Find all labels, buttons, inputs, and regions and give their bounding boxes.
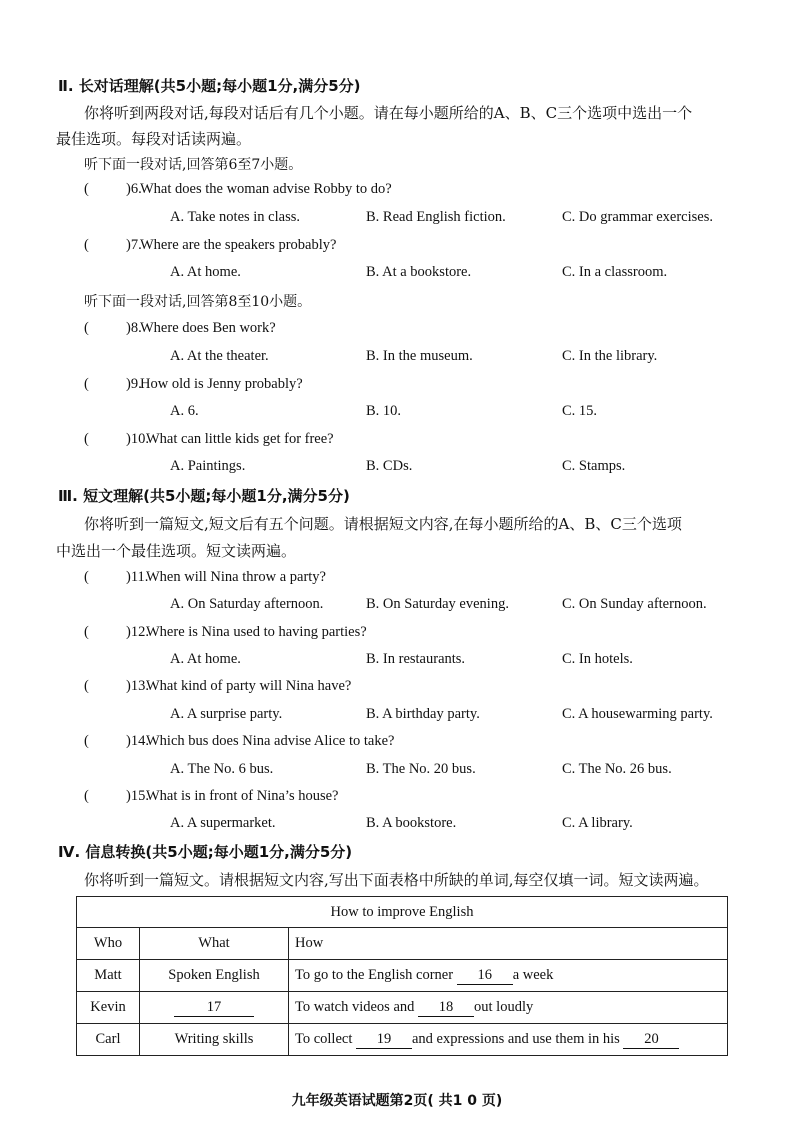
answer-paren: ( [84,733,89,749]
cell-how [289,1024,728,1056]
question-text: What kind of party will Nina have? [146,678,352,694]
option-c: C. 15. [562,403,598,419]
cell-who: Carl [77,1024,140,1056]
option-a: A. A surprise party. [170,706,283,722]
how-text: To collect [295,1030,353,1047]
answer-paren: ( [84,624,89,640]
answer-paren: ( [84,431,89,447]
table-row [77,1024,728,1056]
blank-18[interactable]: 18 [418,999,474,1017]
blank-16[interactable]: 16 [457,967,513,985]
question-number: )7. [126,237,142,253]
answer-paren: ( [84,788,89,804]
question-number: )8. [126,320,142,336]
answer-paren: ( [84,678,89,694]
header-who: Who [77,928,140,960]
section4-instruction: 你将听到一篇短文。请根据短文内容,写出下面表格中所缺的单词,每空仅填一词。短文读两遍。 [84,871,709,889]
option-b: B. 10. [366,403,402,419]
table-title: How to improve English [77,897,728,928]
header-how: How [289,928,728,960]
question-number: )15. [126,788,149,804]
option-c: C. On Sunday afternoon. [562,596,707,612]
option-c: C. The No. 26 bus. [562,761,672,777]
cell-what: Spoken English [140,960,289,992]
option-c: C. In a classroom. [562,264,668,280]
option-a: A. At home. [170,651,241,667]
how-text: To watch videos and [295,998,415,1015]
option-c: C. Stamps. [562,458,626,474]
option-b: B. Read English fiction. [366,209,506,225]
cell-who: Matt [77,960,140,992]
answer-paren: ( [84,569,89,585]
answer-paren: ( [84,237,89,253]
section2-instruction-2: 最佳选项。每段对话读两遍。 [56,130,252,148]
option-b: B. In the museum. [366,348,473,364]
option-a: A. At the theater. [170,348,269,364]
question-text: Where are the speakers probably? [140,237,337,253]
cell-how [289,960,728,992]
answer-paren: ( [84,320,89,336]
cell-how [289,992,728,1024]
header-what: What [140,928,289,960]
option-b: B. At a bookstore. [366,264,472,280]
blank-20[interactable]: 20 [623,1031,679,1049]
option-b: B. A birthday party. [366,706,480,722]
option-c: C. A housewarming party. [562,706,713,722]
question-text: What can little kids get for free? [146,431,334,447]
option-b: B. In restaurants. [366,651,466,667]
option-a: A. A supermarket. [170,815,276,831]
how-text: out loudly [474,998,534,1015]
how-text: a week [512,966,554,983]
table-row [77,960,728,992]
blank-17[interactable]: 17 [174,999,254,1017]
question-text: What is in front of Nina’s house? [146,788,339,804]
option-b: B. CDs. [366,458,413,474]
info-table [76,896,728,1056]
option-b: B. A bookstore. [366,815,457,831]
option-a: A. On Saturday afternoon. [170,596,324,612]
question-number: )14. [126,733,149,749]
answer-paren: ( [84,376,89,392]
option-b: B. The No. 20 bus. [366,761,476,777]
question-number: )12. [126,624,149,640]
how-text: and expressions and use them in his [412,1030,620,1047]
cell-what: Writing skills [140,1024,289,1056]
question-text: How old is Jenny probably? [140,376,303,392]
table-row [77,992,728,1024]
answer-paren: ( [84,181,89,197]
option-a: A. The No. 6 bus. [170,761,274,777]
option-a: A. At home. [170,264,241,280]
section3-instruction-2: 中选出一个最佳选项。短文读两遍。 [56,542,297,560]
option-c: C. In the library. [562,348,658,364]
option-a: A. Take notes in class. [170,209,300,225]
dialogue2-intro: 听下面一段对话,回答第8至10小题。 [84,294,312,310]
question-number: )10. [126,431,149,447]
question-number: )9. [126,376,142,392]
section2-instruction-1: 你将听到两段对话,每段对话后有几个小题。请在每小题所给的A、B、C三个选项中选出一个 [84,104,693,122]
option-c: C. In hotels. [562,651,633,667]
section3-heading: Ⅲ. 短文理解(共5小题;每小题1分,满分5分) [58,487,350,505]
option-a: A. 6. [170,403,199,419]
option-c: C. Do grammar exercises. [562,209,713,225]
section3-instruction-1: 你将听到一篇短文,短文后有五个问题。请根据短文内容,在每小题所给的A、B、C三个选项 [84,515,682,533]
section2-heading: Ⅱ. 长对话理解(共5小题;每小题1分,满分5分) [58,77,361,95]
blank-19[interactable]: 19 [356,1031,412,1049]
cell-who: Kevin [77,992,140,1024]
cell-what [140,992,289,1024]
question-number: )6. [126,181,142,197]
option-b: B. On Saturday evening. [366,596,509,612]
option-c: C. A library. [562,815,633,831]
question-text: When will Nina throw a party? [146,569,326,585]
page-footer: 九年级英语试题第2页( 共1 0 页) [291,1093,503,1109]
question-text: Where does Ben work? [140,320,276,336]
question-number: )11. [126,569,149,585]
question-text: Where is Nina used to having parties? [146,624,367,640]
option-a: A. Paintings. [170,458,246,474]
dialogue1-intro: 听下面一段对话,回答第6至7小题。 [84,157,303,173]
table-header-row [77,928,728,960]
question-number: )13. [126,678,149,694]
how-text: To go to the English corner [295,966,454,983]
question-text: Which bus does Nina advise Alice to take? [146,733,395,749]
section4-heading: Ⅳ. 信息转换(共5小题;每小题1分,满分5分) [58,843,353,861]
question-text: What does the woman advise Robby to do? [140,181,392,197]
